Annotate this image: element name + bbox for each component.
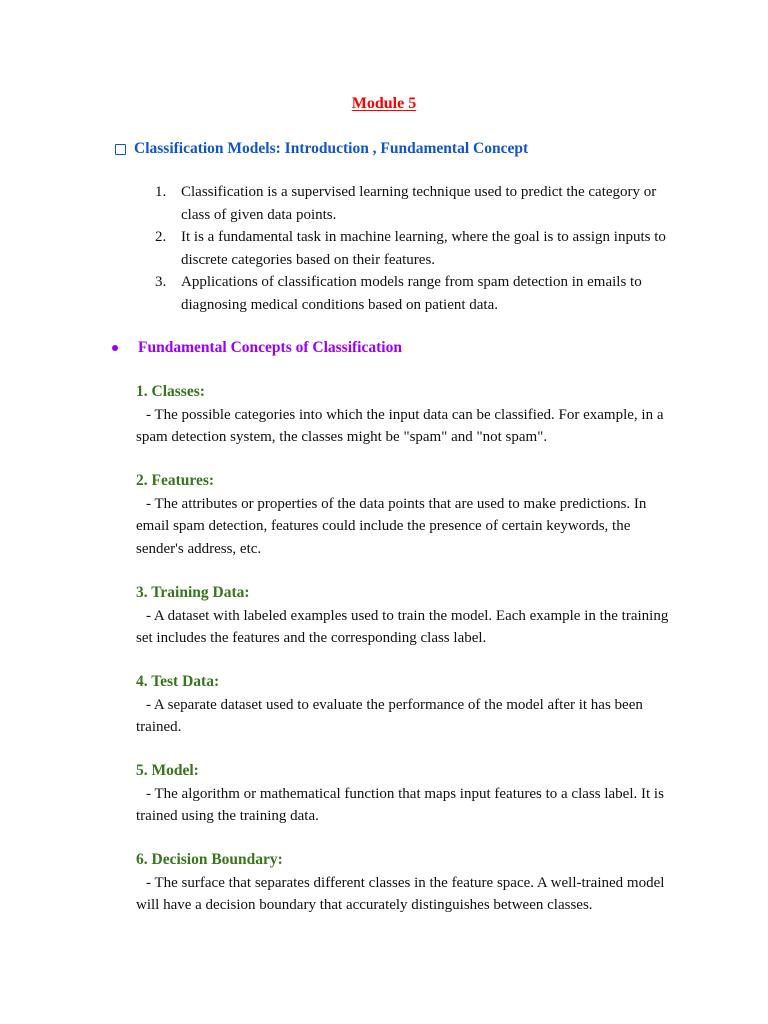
concept-description-text: - The possible categories into which the input data can be classified. For example, in a spam detection system, the classes might be "spam" and "not spam".	[136, 406, 664, 445]
concepts-heading-text: Fundamental Concepts of Classification	[138, 339, 402, 356]
concept-description	[136, 493, 681, 561]
concept-description-text: - The surface that separates different classes in the feature space. A well-trained model will have a decision boundary that accurately distinguishes between classes.	[136, 874, 665, 913]
section-heading	[115, 138, 528, 161]
concept-model	[136, 760, 681, 828]
concepts-heading	[112, 337, 402, 360]
list-item	[155, 271, 675, 316]
list-item-number: 1.	[155, 184, 167, 200]
checkbox-icon	[115, 144, 126, 155]
concept-classes	[136, 381, 681, 449]
list-item-text: Applications of classification models range from spam detection in emails to diagnosing medical conditions based on patient data.	[181, 274, 642, 313]
concept-decision-boundary	[136, 849, 681, 917]
concept-title: 6. Decision Boundary:	[136, 851, 283, 868]
list-item	[155, 226, 675, 271]
concept-title: 5. Model:	[136, 762, 199, 779]
concept-features	[136, 470, 681, 560]
concept-description	[136, 694, 681, 739]
concept-title: 2. Features:	[136, 472, 215, 489]
list-item-number: 2.	[155, 229, 167, 245]
list-item-number: 3.	[155, 274, 167, 290]
concept-title: 1. Classes:	[136, 383, 205, 400]
section-heading-text: Classification Models: Introduction , Fundamental Concept	[134, 140, 529, 157]
list-item-text: Classification is a supervised learning technique used to predict the category or class of given data points.	[181, 184, 657, 223]
concept-description	[136, 404, 681, 449]
concept-description-text: - The algorithm or mathematical function that maps input features to a class label. It is trained using the training data.	[136, 785, 664, 824]
concept-description-text: - A dataset with labeled examples used to train the model. Each example in the training set includes the features and the corresponding class label.	[136, 607, 669, 646]
concept-description	[136, 605, 681, 650]
concept-title: 4. Test Data:	[136, 673, 220, 690]
concept-title: 3. Training Data:	[136, 584, 250, 601]
concept-test-data	[136, 671, 681, 739]
concept-description	[136, 872, 681, 917]
concept-description-text: - The attributes or properties of the data points that are used to make predictions. In email spam detection, features could include the presence of certain keywords, the sender's address, etc.	[136, 495, 647, 557]
concept-description-text: - A separate dataset used to evaluate the performance of the model after it has been trained.	[136, 696, 643, 735]
list-item-text: It is a fundamental task in machine learning, where the goal is to assign inputs to discrete categories based on their features.	[181, 229, 666, 268]
concept-description	[136, 783, 681, 828]
intro-list	[155, 181, 675, 316]
module-title: Module 5	[351, 95, 417, 112]
list-item	[155, 181, 675, 226]
bullet-icon	[112, 345, 118, 351]
concept-training-data	[136, 582, 681, 650]
